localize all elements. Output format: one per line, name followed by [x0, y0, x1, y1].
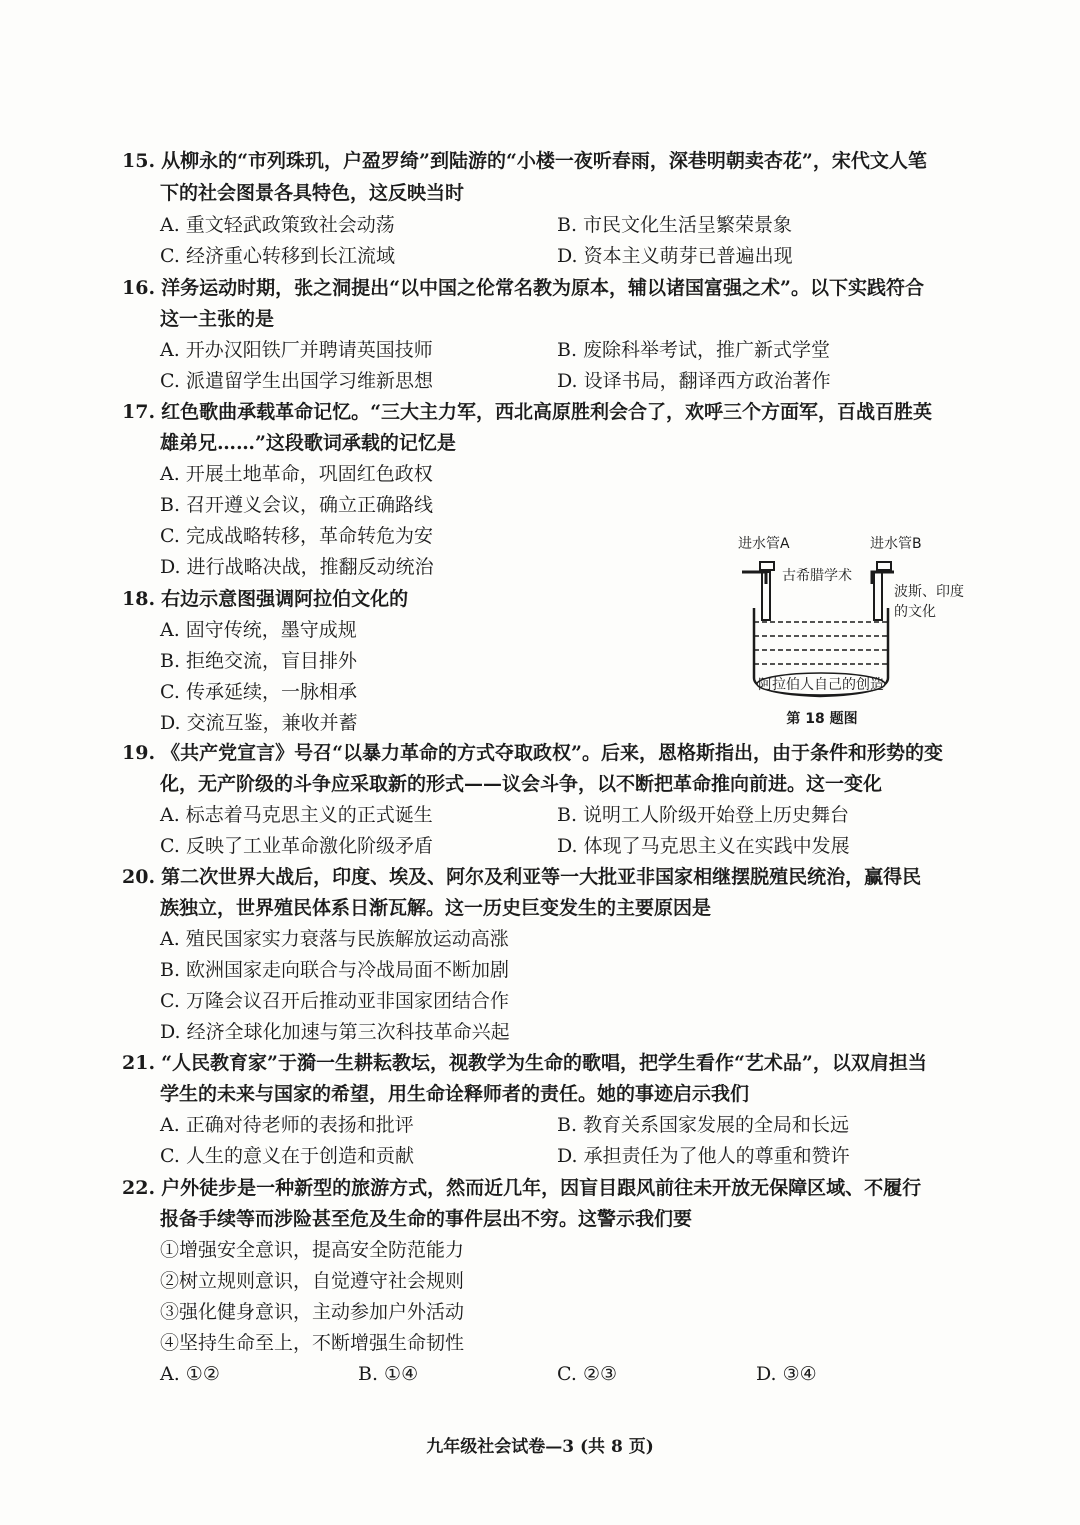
question-17-option-d: D. 进行战略决战，推翻反动统治 [160, 556, 434, 578]
faucet-b-icon [872, 562, 894, 620]
question-18-option-d: D. 交流互鉴，兼收并蓄 [160, 712, 358, 734]
question-16-option-c: C. 派遣留学生出国学习维新思想 [160, 370, 433, 392]
question-15-line-2: 下的社会图景各具特色，这反映当时 [160, 182, 465, 204]
question-22-line-1: 22. 户外徒步是一种新型的旅游方式，然而近几年，因盲目跟风前往未开放无保障区域、不履行 [122, 1177, 922, 1199]
question-15-option-b: B. 市民文化生活呈繁荣景象 [557, 214, 793, 236]
question-19-line-2: 化，无产阶级的斗争应采取新的形式——议会斗争，以不断把革命推向前进。这一变化 [160, 773, 883, 795]
question-20-line-2: 族独立，世界殖民体系日渐瓦解。这一历史巨变发生的主要原因是 [160, 897, 712, 919]
persia-india-label-2: 的文化 [894, 604, 936, 620]
question-20-option-c: C. 万隆会议召开后推动亚非国家团结合作 [160, 990, 509, 1012]
question-18-option-c: C. 传承延续，一脉相承 [160, 681, 357, 703]
question-21-option-a: A. 正确对待老师的表扬和批评 [160, 1114, 414, 1136]
own-creation-label: 阿拉伯人自己的创造 [758, 677, 884, 693]
greek-label: 古希腊学术 [782, 568, 852, 584]
question-21-option-c: C. 人生的意义在于创造和贡献 [160, 1145, 414, 1167]
question-21-option-d: D. 承担责任为了他人的尊重和赞许 [557, 1145, 850, 1167]
page-footer: 九年级社会试卷—3 (共 8 页) [426, 1437, 654, 1457]
question-22-option-b: B. ①④ [358, 1363, 419, 1385]
question-17-option-a: A. 开展土地革命，巩固红色政权 [160, 463, 433, 485]
question-22-option-a: A. ①② [160, 1363, 220, 1385]
question-17-option-c: C. 完成战略转移，革命转危为安 [160, 525, 433, 547]
question-16-line-1: 16. 洋务运动时期，张之洞提出“以中国之伦常名教为原本，辅以诸国富强之术”。以下实践符合 [122, 277, 924, 299]
question-20-option-b: B. 欧洲国家走向联合与冷战局面不断加剧 [160, 959, 510, 981]
question-18-line-1: 18. 右边示意图强调阿拉伯文化的 [122, 588, 409, 610]
question-15-line-1: 15. 从柳永的“市列珠玑，户盈罗绮”到陆游的“小楼一夜听春雨，深巷明朝卖杏花”，宋代文人笔 [122, 150, 927, 172]
question-20-line-1: 20. 第二次世界大战后，印度、埃及、阿尔及利亚等一大批亚非国家相继摆脱殖民统治，赢得民 [122, 866, 922, 888]
question-19-option-b: B. 说明工人阶级开始登上历史舞台 [557, 804, 850, 826]
question-22-statement-1: ①增强安全意识，提高安全防范能力 [160, 1239, 465, 1261]
question-22-option-d: D. ③④ [756, 1363, 817, 1385]
question-19-option-a: A. 标志着马克思主义的正式诞生 [160, 804, 433, 826]
question-18-option-a: A. 固守传统，墨守成规 [160, 619, 357, 641]
question-16-line-2: 这一主张的是 [160, 308, 275, 330]
question-21-option-b: B. 教育关系国家发展的全局和长远 [557, 1114, 850, 1136]
question-19-option-c: C. 反映了工业革命激化阶级矛盾 [160, 835, 433, 857]
question-22-statement-2: ②树立规则意识，自觉遵守社会规则 [160, 1270, 465, 1292]
pipe-a-label: 进水管A [738, 536, 790, 552]
faucet-a-icon [742, 562, 774, 620]
question-16-option-d: D. 设译书局，翻译西方政治著作 [557, 370, 831, 392]
question-15-option-c: C. 经济重心转移到长江流域 [160, 245, 395, 267]
question-18-diagram [722, 528, 972, 733]
question-15-option-d: D. 资本主义萌芽已普遍出现 [557, 245, 793, 267]
question-20-option-d: D. 经济全球化加速与第三次科技革命兴起 [160, 1021, 510, 1043]
question-17-line-1: 17. 红色歌曲承载革命记忆。“三大主力军，西北高原胜利会合了，欢呼三个方面军，百战百胜英 [122, 401, 933, 423]
question-15-option-a: A. 重文轻武政策致社会动荡 [160, 214, 395, 236]
question-16-option-a: A. 开办汉阳铁厂并聘请英国技师 [160, 339, 433, 361]
question-21-line-1: 21. “人民教育家”于漪一生耕耘教坛，视教学为生命的歌唱，把学生看作“艺术品”，以双肩担当 [122, 1052, 927, 1074]
question-19-line-1: 19. 《共产党宣言》号召“以暴力革命的方式夺取政权”。后来，恩格斯指出，由于条件和形势的变 [122, 742, 943, 764]
question-20-option-a: A. 殖民国家实力衰落与民族解放运动高涨 [160, 928, 509, 950]
question-17-option-b: B. 召开遵义会议，确立正确路线 [160, 494, 434, 516]
question-17-line-2: 雄弟兄……”这段歌词承载的记忆是 [160, 432, 456, 454]
question-18-option-b: B. 拒绝交流，盲目排外 [160, 650, 358, 672]
question-19-option-d: D. 体现了马克思主义在实践中发展 [557, 835, 850, 857]
question-16-option-b: B. 废除科举考试，推广新式学堂 [557, 339, 831, 361]
question-22-line-2: 报备手续等而涉险甚至危及生命的事件层出不穷。这警示我们要 [160, 1208, 693, 1230]
question-22-statement-3: ③强化健身意识，主动参加户外活动 [160, 1301, 465, 1323]
question-22-option-c: C. ②③ [557, 1363, 618, 1385]
figure-caption: 第 18 题图 [786, 711, 858, 727]
pipe-b-label: 进水管B [870, 536, 922, 552]
question-22-statement-4: ④坚持生命至上，不断增强生命韧性 [160, 1332, 465, 1354]
question-21-line-2: 学生的未来与国家的希望，用生命诠释师者的责任。她的事迹启示我们 [160, 1083, 750, 1105]
persia-india-label-1: 波斯、印度 [894, 584, 964, 600]
